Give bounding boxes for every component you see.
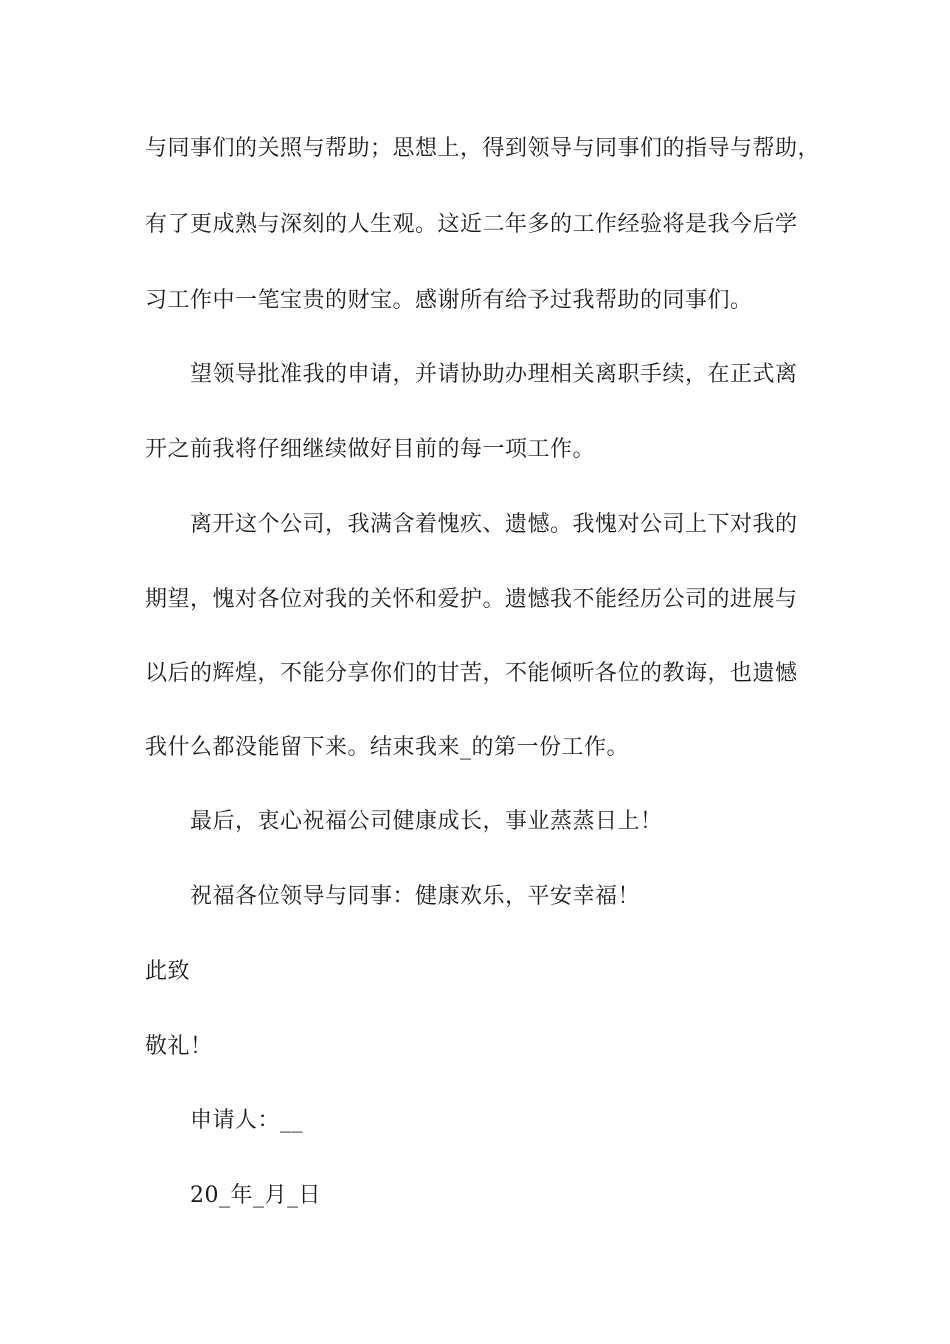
- salutation-line: 此致: [145, 959, 191, 984]
- closing-wish-line: 最后，衷心祝福公司健康成长，事业蒸蒸日上！: [190, 809, 663, 834]
- body-text-line: 开之前我将仔细继续做好目前的每一项工作。: [145, 437, 596, 462]
- body-text-line: 有了更成熟与深刻的人生观。这近二年多的工作经验将是我今后学: [145, 212, 798, 237]
- body-text-line: 期望，愧对各位对我的关怀和爱护。遗憾我不能经历公司的进展与: [145, 587, 798, 612]
- body-text-line: 与同事们的关照与帮助；思想上，得到领导与同事们的指导与帮助，: [145, 136, 821, 161]
- paragraph-start-line: 望领导批准我的申请，并请协助办理相关离职手续，在正式离: [190, 362, 798, 387]
- closing-wish-line: 祝福各位领导与同事：健康欢乐，平安幸福！: [190, 884, 641, 909]
- salutation-line: 敬礼！: [145, 1034, 213, 1059]
- paragraph-start-line: 离开这个公司，我满含着愧疚、遗憾。我愧对公司上下对我的: [190, 512, 798, 537]
- date-line: 20_年_月_日: [190, 1183, 321, 1208]
- applicant-signature-line: 申请人：__: [190, 1108, 304, 1133]
- body-text-line: 我什么都没能留下来。结束我来_的第一份工作。: [145, 735, 630, 760]
- body-text-line: 习工作中一笔宝贵的财宝。感谢所有给予过我帮助的同事们。: [145, 288, 753, 313]
- body-text-line: 以后的辉煌，不能分享你们的甘苦，不能倾听各位的教诲，也遗憾: [145, 661, 798, 686]
